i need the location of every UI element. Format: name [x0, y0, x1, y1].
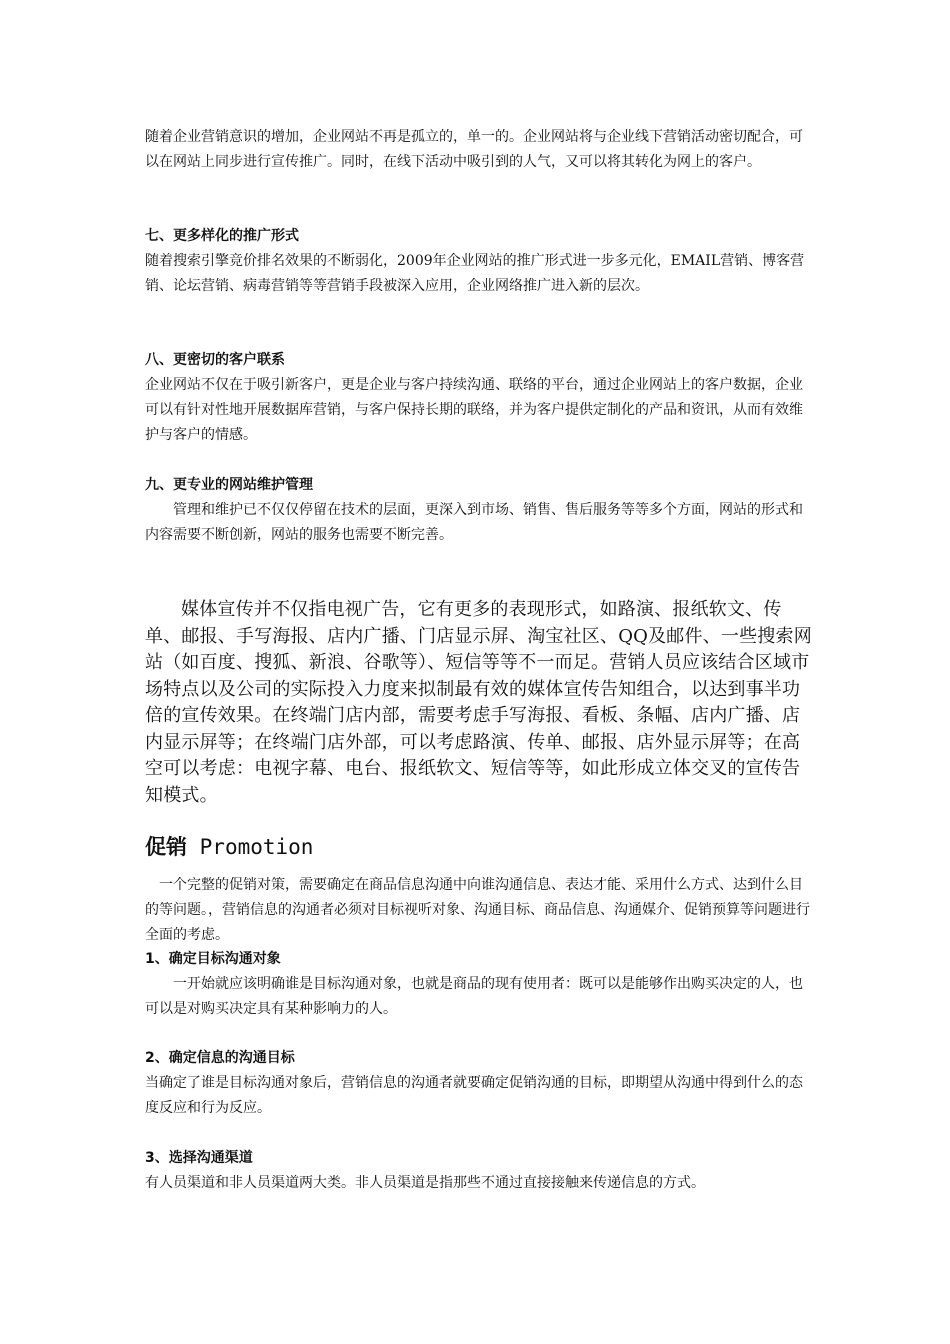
promotion-item-1-body: 一开始就应该明确谁是目标沟通对象，也就是商品的现有使用者：既可以是能够作出购买决定的人，也可以是对购买决定具有某种影响力的人。 — [145, 976, 803, 1017]
section-7 — [145, 224, 810, 299]
section-9-heading: 九、更专业的网站维护管理 — [145, 477, 313, 493]
section-8-heading: 八、更密切的客户联系 — [145, 352, 285, 368]
promotion-intro: 一个完整的促销对策，需要确定在商品信息沟通中向谁沟通信息、表达才能、采用什么方式、达到什么目的等问题。，营销信息的沟通者必须对目标视听对象、沟通目标、商品信息、沟通媒介、促销预算等问题进行全面的考虑。 — [145, 877, 810, 943]
promotion-item-3-heading: 3、选择沟通渠道 — [145, 1150, 253, 1166]
promotion-item-1 — [145, 947, 810, 1022]
section-8-body: 企业网站不仅在于吸引新客户，更是企业与客户持续沟通、联络的平台，通过企业网站上的客户数据，企业可以有针对性地开展数据库营销，与客户保持长期的联络，并为客户提供定制化的产品和资讯，从而有效维护与客户的情感。 — [145, 377, 803, 443]
promotion-title-en: Promotion — [199, 835, 314, 859]
section-7-body: 随着搜索引擎竞价排名效果的不断弱化，2009年企业网站的推广形式进一步多元化，EMAIL营销、博客营销、论坛营销、病毒营销等等营销手段被深入应用，企业网络推广进入新的层次。 — [145, 253, 805, 294]
promotion-intro-block — [145, 873, 810, 948]
promotion-item-3 — [145, 1146, 817, 1196]
media-block — [145, 597, 817, 809]
promotion-item-2-body: 当确定了谁是目标沟通对象后，营销信息的沟通者就要确定促销沟通的目标，即期望从沟通中得到什么的态度反应和行为反应。 — [145, 1075, 803, 1116]
promotion-title-zh: 促销 — [145, 835, 187, 859]
promotion-item-3-body: 有人员渠道和非人员渠道两大类。非人员渠道是指那些不通过直接接触来传递信息的方式。 — [145, 1175, 705, 1191]
section-9 — [145, 473, 810, 548]
promotion-item-1-heading: 1、确定目标沟通对象 — [145, 951, 281, 967]
section-8 — [145, 348, 810, 448]
promotion-section — [145, 832, 810, 862]
media-paragraph: 媒体宣传并不仅指电视广告，它有更多的表现形式，如路演、报纸软文、传单、邮报、手写海报、店内广播、门店显示屏、淘宝社区、QQ及邮件、一些搜索网站（如百度、搜狐、新浪、谷歌等）、短信等等不一而足。营销人员应该结合区域市场特点以及公司的实际投入力度来拟制最有效的媒体宣传告知组合，以达到事半功倍的宣传效果。在终端门店内部，需要考虑手写海报、看板、条幅、店内广播、店内显示屏等；在终端门店外部，可以考虑路演、传单、邮报、店外显示屏等；在高空可以考虑：电视字幕、电台、报纸软文、短信等等，如此形成立体交叉的宣传告知模式。 — [145, 599, 812, 806]
promotion-title — [145, 832, 810, 862]
intro-paragraph: 随着企业营销意识的增加，企业网站不再是孤立的，单一的。企业网站将与企业线下营销活动密切配合，可以在网站上同步进行宣传推广。同时，在线下活动中吸引到的人气，又可以将其转化为网上的客户。 — [145, 129, 803, 170]
intro-block — [145, 125, 810, 175]
section-7-heading: 七、更多样化的推广形式 — [145, 228, 299, 244]
section-9-body: 管理和维护已不仅仅停留在技术的层面，更深入到市场、销售、售后服务等等多个方面，网站的形式和内容需要不断创新，网站的服务也需要不断完善。 — [145, 502, 803, 543]
promotion-item-2 — [145, 1046, 810, 1121]
promotion-item-2-heading: 2、确定信息的沟通目标 — [145, 1050, 295, 1066]
